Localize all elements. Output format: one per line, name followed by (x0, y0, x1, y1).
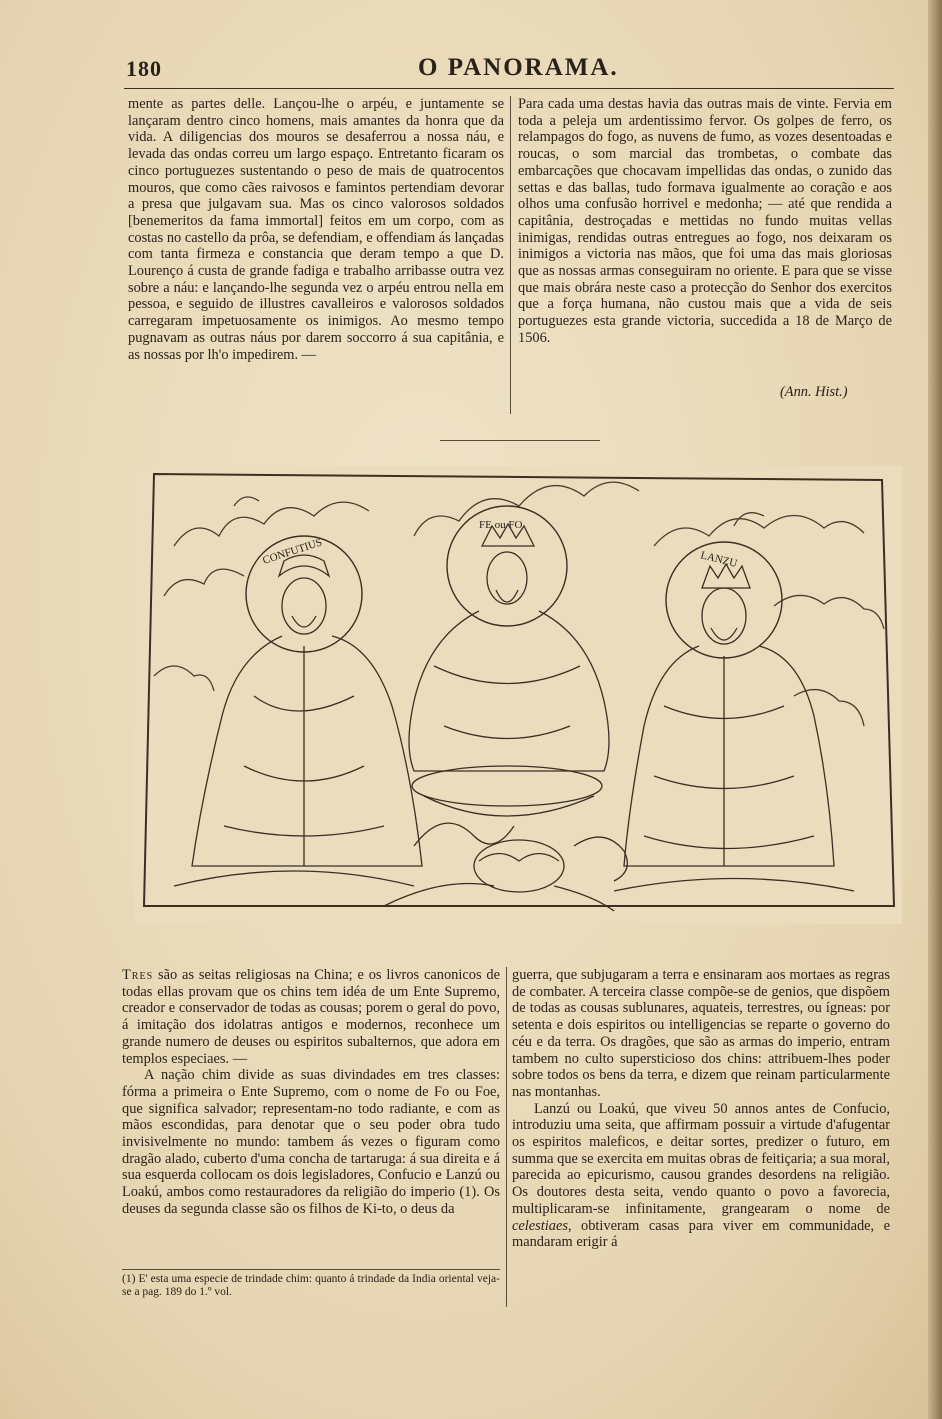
footnote-rule (122, 1269, 500, 1270)
label-left: CONFUTIUS (261, 536, 324, 567)
column-divider-top (510, 96, 511, 414)
bottom-right-paragraph-2 (512, 1101, 890, 1251)
label-center: FE ou FO (479, 519, 523, 531)
top-right-column (518, 96, 892, 347)
column-divider-bottom (506, 967, 507, 1307)
page-header (118, 52, 888, 82)
footnote: (1) E' esta uma especie de trindade chim: quanto á trindade da India oriental veja-se a pag. 189 do 1.º vol. (122, 1273, 500, 1298)
bottom-left-paragraph-1 (122, 967, 500, 1067)
three-deities-engraving (134, 466, 902, 924)
header-rule (124, 88, 894, 89)
bottom-left-p1-text: são as seitas religiosas na China; e os livros canonicos de todas ellas provam que os chins tem idéa de um Ente Supremo, creador e conservador de todas as cousas; porem o geral do povo, á imitação dos idolatras antigos e modernos, reconhece um grande numero de deuses ou espiritos subalternos, que adora em templos especiaes. — (122, 967, 500, 1067)
bottom-left-paragraph-2: A nação chim divide as suas divindades em tres classes: fórma a primeira o Ente Supremo, com o nome de Fo ou Foe, que significa salvador; representam-no todo radiante, e com as mãos escondidas, para denotar que o seu poder obra tudo invisivelmente no mundo: tambem ás vezes o figuram como dragão alado, cuberto d'uma concha de tartaruga: á sua direita e á sua esquerda collocam os dois legisladores, Confucio e Lanzú ou Loakú, ambos como restauradores da religião do imperio (1). Os deuses da segunda classe são os filhos de Ki-to, o deus da (122, 1067, 500, 1217)
bottom-right-paragraph-1: guerra, que subjugaram a terra e ensinaram aos mortaes as regras de combater. A terceira classe compõe-se de genios, que dispõem de todas as cousas sublunares, aquateis, terrestres, ou ígneas: por setenta e dois espiritos ou intelligencias se reparte o governo do céu e da terra. Os dragões, que são as armas do imperio, entram tambem no culto supersticioso dos chins: attribuem-lhes poder sobre todos os bens da terra, e dizem que reinam particularmente nas montanhas. (512, 967, 890, 1100)
label-right: LANZU (699, 549, 739, 570)
source-citation: (Ann. Hist.) (780, 384, 848, 400)
top-left-column (128, 96, 504, 363)
bottom-right-column (512, 967, 890, 1251)
bottom-right-p2-a: Lanzú ou Loakú, que viveu 50 annos antes de Confucio, introduziu uma seita, que affirmam possuir a virtude d'afugentar os espiritos maleficos, e deitar sortes, predizer o futuro, em summa que se exercita em muitas obras de feitiçaria; a sua moral, parecida ao epicurismo, causou grandes desordens na religião. Os doutores desta seita, vendo quanto o povo a favorecia, multiplicaram-se infinitamente, grangearam o nome de (512, 1100, 891, 1217)
top-left-text: mente as partes delle. Lançou-lhe o arpéu, e juntamente se lançaram dentro cinco homens, mais amantes da honra que da vida. A diligencias dos mouros se desaferrou a nossa náu, e levada das ondas correu um largo espaço. Entretanto ficaram os cinco portuguezes sustentando o peso de mais de quatrocentos mouros, que como cães raivosos e famintos pertendiam devorar a presa que julgavam sua. Mas os cinco valorosos soldados [benemeritos da fama immortal] feitos em um corpo, com as costas no castello da prôa, se defendiam, e offendiam ás lançadas com tanta firmeza e constancia que deram tempo a que D. Lourenço á custa de grande fadiga e trabalho arribasse outra vez sobre a náu: e lançando-lhe segunda vez o arpéu entrou nella em pessoa, e seguido de illustres cavalleiros e valorosos soldados carregaram impetuosamente os inimigos. Ao mesmo tempo pugnavam as outras náus por darem soccorro á sua capitânia, e as nossas por lh'o impedirem. — (128, 96, 504, 363)
page-number: 180 (126, 56, 162, 81)
bottom-right-p2-italic: celestiaes (512, 1217, 568, 1234)
dropcap-word: Tres (122, 967, 154, 983)
bottom-right-p2-b: , obtiveram casas para viver em communidade, e mandaram erigir á (512, 1217, 890, 1251)
bottom-left-column (122, 967, 500, 1218)
top-right-text: Para cada uma destas havia das outras mais de vinte. Fervia em toda a peleja um ardentissimo fervor. Os golpes de ferro, os relampagos do fogo, as nuvens de fumo, as vozes desentoadas e roucas, o som marcial das trombetas, o combate das embarcações que chocavam impellidas das ondas, o zunido das settas e das ballas, tudo formava igualmente ao coração e aos olhos uma confusão horrivel e medonha; — até que rendida a capitânia, destroçadas e mettidas no fundo muitas vellas inimigas, rendidas outras entregues ao fogo, nos deixaram os inimigos a victoria nas mãos, que foi uma das mais gloriosas que as nossas armas conseguiram no oriente. E para que se visse que mais obrára neste caso a protecção do Senhor dos exercitos que a força humana, não custou mais que a vida de seis portuguezes esta grande victoria, succedida a 18 de Março de 1506. (518, 96, 892, 346)
page-edge (928, 0, 942, 1419)
section-separator (440, 440, 600, 441)
journal-title: O PANORAMA. (418, 54, 619, 81)
